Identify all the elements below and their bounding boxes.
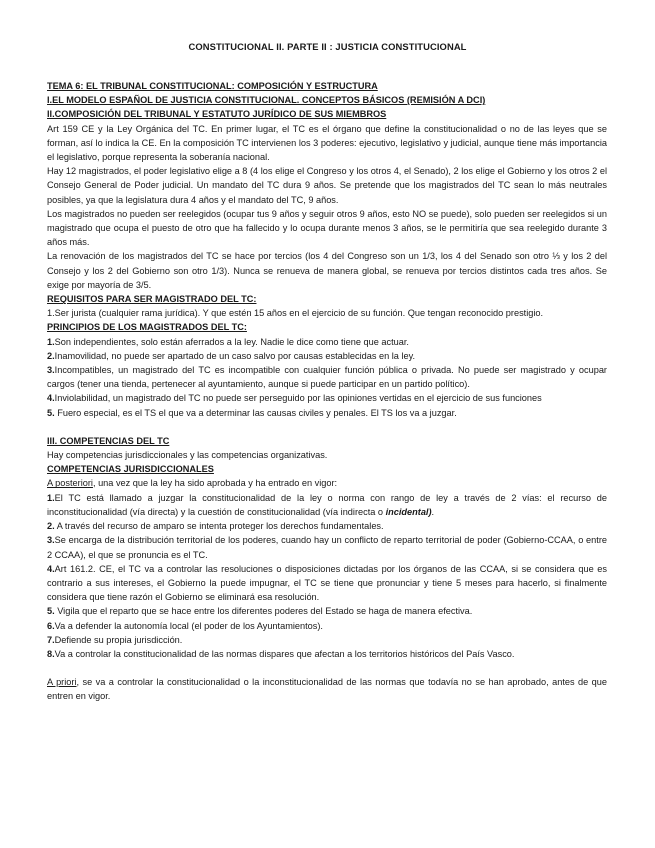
competencia-item	[47, 604, 607, 618]
item-text: Inviolabilidad, un magistrado del TC no puede ser perseguido por las opiniones vertidas en el ejercicio de sus funciones	[54, 393, 542, 404]
item-text: Inamovilidad, no puede ser apartado de un caso salvo por causas establecidas en la ley.	[54, 350, 416, 361]
item-text: Art 161.2. CE, el TC va a controlar las resoluciones o disposiciones dictadas por los órganos de las CCAA, si se considera que es contrario a sus intereses, el Gobierno la puede impugnar, el TC se tiene que pronunciar y tiene 5 meses para hacerlo, si finalmente considera que tiene razón el Gobierno se eliminará esa resolución.	[47, 563, 607, 603]
paragraph: Hay competencias jurisdiccionales y las competencias organizativas.	[47, 450, 328, 461]
item-number: 7.	[47, 634, 55, 645]
competencia-item	[47, 633, 607, 647]
competencias-heading: COMPETENCIAS JURISDICCIONALES	[47, 464, 214, 475]
a-priori-label: A priori	[47, 677, 77, 688]
item-number: 5.	[47, 407, 55, 418]
item-number: 1.	[47, 336, 55, 347]
document-body	[47, 79, 607, 704]
principio-item	[47, 335, 607, 349]
item-number: 2.	[47, 350, 55, 361]
paragraph: A priori, se va a controlar la constitucionalidad o la inconstitucionalidad de las normas que todavía no se han aprobado, antes de que entren en vigor.	[47, 677, 608, 702]
competencia-item	[47, 619, 607, 633]
item-number: 8.	[47, 648, 55, 659]
paragraph: A posteriori, una vez que la ley ha sido aprobada y ha entrado en vigor:	[47, 478, 338, 489]
requisitos-heading: REQUISITOS PARA SER MAGISTRADO DEL TC:	[47, 294, 257, 305]
item-text: A través del recurso de amparo se intenta proteger los derechos fundamentales.	[54, 521, 384, 532]
item-number: 2.	[47, 521, 55, 532]
paragraph: Los magistrados no pueden ser reelegidos (ocupar tus 9 años y seguir otros 9 años, esto NO se puede), solo pueden ser reelegidos si un magistrado que ocupa el puesto de otro que ha fallecido y lo ocupa durante menos 3 años, se le permitiría que sea reelegido durante 3 años más.	[47, 208, 607, 248]
item-number: 3.	[47, 365, 55, 376]
a-posteriori-label: A posteriori	[47, 478, 93, 489]
section-heading-3: III. COMPETENCIAS DEL TC	[47, 435, 170, 446]
item-text: Se encarga de la distribución territorial de los poderes, cuando hay un conflicto de reparto territorial de poder (Gobierno-CCAA, o entre 2 CCAA), el que se pronuncia es el TC.	[47, 535, 607, 560]
item-number: 6.	[47, 620, 55, 631]
paragraph: Hay 12 magistrados, el poder legislativo elige a 8 (4 los elige el Congreso y los otros 4, el Senado), 2 los elige el Gobierno y los otros 2 el Consejo General de Poder judicial. Un mandato del TC dura 9 años. Se pretende que los magistrados del TC sean lo más neutrales posibles, ya que la legislatura dura 4 años y el mandato del TC, 9 años.	[47, 166, 607, 205]
item-number: 4.	[47, 393, 55, 404]
item-number: 5.	[47, 606, 55, 617]
item-number: 3.	[47, 535, 55, 546]
item-text: Son independientes, solo están aferrados a la ley. Nadie le dice como tiene que actuar.	[54, 336, 409, 347]
requisito-item: 1.Ser jurista (cualquier rama jurídica). Y que estén 15 años en el ejercicio de su función. Que tengan reconocido prestigio.	[47, 308, 544, 319]
principio-item	[47, 363, 607, 391]
spacer	[47, 420, 607, 434]
competencia-item	[47, 519, 607, 533]
principio-item	[47, 406, 607, 420]
item-text: Va a defender la autonomía local (el poder de los Ayuntamientos).	[54, 620, 323, 631]
paragraph: Art 159 CE y la Ley Orgánica del TC. En primer lugar, el TC es el órgano que define la constitucionalidad o no de las leyes que se forman, así lo indica la CE. En la composición TC intervienen los 3 poderes: ejecutivo, legislativo y judicial, aunque tiene más importancia el legislativo, porque representa la soberanía nacional.	[47, 123, 607, 163]
item-text: Va a controlar la constitucionalidad de las normas dispares que afectan a los territorios históricos del País Vasco.	[54, 648, 515, 659]
principios-heading: PRINCIPIOS DE LOS MAGISTRADOS DEL TC:	[47, 322, 247, 333]
item-text: Incompatibles, un magistrado del TC es incompatible con cualquier función pública o privada. No puede ser magistrado y ocupar cargos (tener una tienda, pertenecer al ayuntamiento, aunque si puede participar en un partido político).	[47, 365, 607, 390]
section-heading-1: I.EL MODELO ESPAÑOL DE JUSTICIA CONSTITUCIONAL. CONCEPTOS BÁSICOS (REMISIÓN A DCI)	[47, 95, 486, 106]
competencia-item	[47, 562, 607, 605]
tema-heading: TEMA 6: EL TRIBUNAL CONSTITUCIONAL: COMPOSICIÓN Y ESTRUCTURA	[47, 81, 378, 91]
item-text: Defiende su propia jurisdicción.	[54, 634, 183, 645]
item-text: Fuero especial, es el TS el que va a determinar las causas civiles y penales. El TS los va a juzgar.	[54, 407, 457, 418]
principio-item	[47, 391, 607, 405]
section-heading-2: II.COMPOSICIÓN DEL TRIBUNAL Y ESTATUTO JURÍDICO DE SUS MIEMBROS	[47, 109, 387, 120]
paragraph: La renovación de los magistrados del TC se hace por tercios (los 4 del Congreso son un 1/3, los 4 del Senado son otro ⅓ y los 2 del Consejo y los 2 del Gobierno son otro 1/3). Nunca se renueva de manera global, se renueva por tercios distintos cada tres años. Se exige por mayoría de 3/5.	[47, 251, 607, 290]
competencia-item: 1.El TC está llamado a juzgar la constitucionalidad de la ley o norma con rango de ley a través de 2 vías: el recurso de inconstitucionalidad (vía directa) y la cuestión de constitucionalidad (vía indirecta o incidental).	[47, 492, 607, 517]
competencia-item	[47, 533, 607, 561]
item-number: 4.	[47, 563, 55, 574]
incidental-term: incidental)	[385, 506, 432, 517]
principio-item	[47, 349, 607, 363]
item-text: Vigila que el reparto que se hace entre los diferentes poderes del Estado se haga de manera efectiva.	[54, 606, 473, 617]
item-number: 1.	[47, 492, 55, 503]
spacer	[47, 661, 607, 675]
competencia-item	[47, 647, 607, 661]
document-title: CONSTITUCIONAL II. PARTE II : JUSTICIA CONSTITUCIONAL	[188, 41, 467, 52]
